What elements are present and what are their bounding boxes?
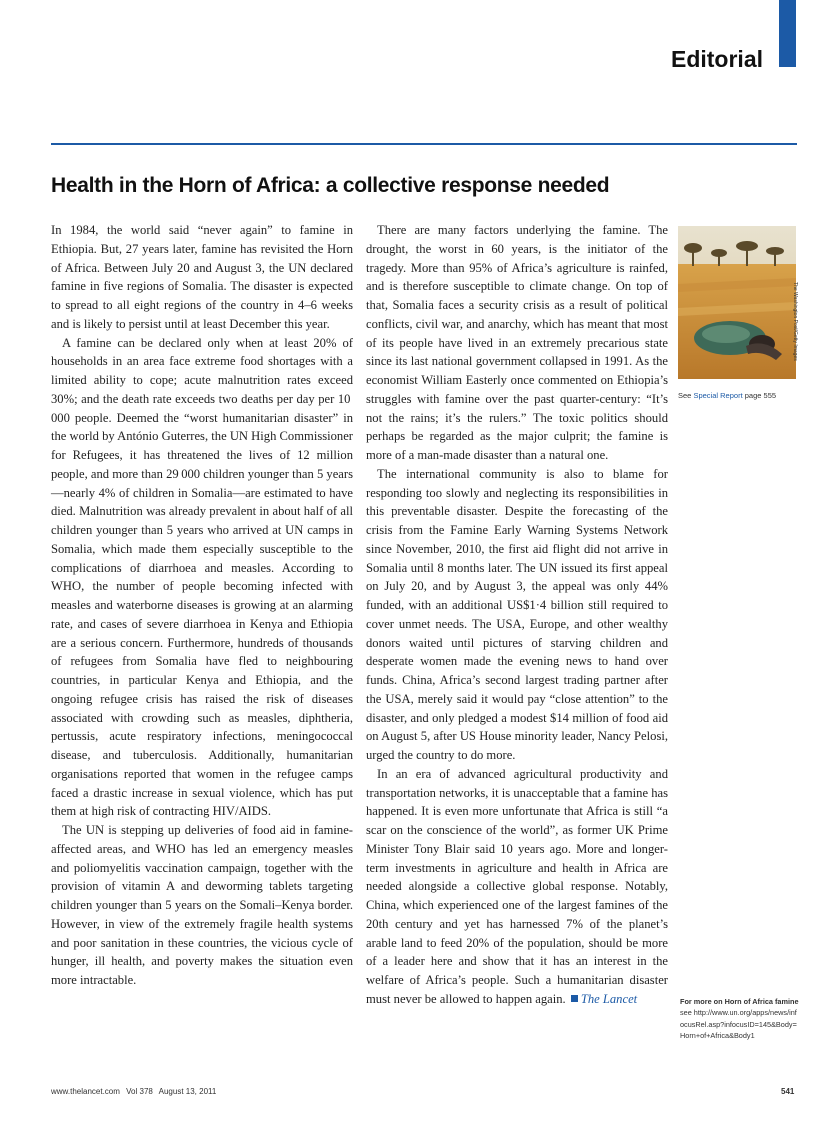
paragraph: The international community is also to blame for responding too slowly and neglecting its responsibilities in this preventable disaster. Despite the forecasting of the crisis from the Famine Early Warning Systems Network since November, 2010, the first aid flight did not arrive in Somalia until 8 months later. The UN issued its first appeal on July 20, and by August 3, the appeal was only 44% funded, with an additional US$1·4 billion still required to cover unmet needs. The USA, Europe, and other wealthy donors waited until pictures of starving children and desperate women made the evening news to hand over funds. China, Africa’s second largest trading partner after the USA, merely said it would pay “close attention” to the disaster, and only pledged a modest $14 million of food aid on August 5, after US House minority leader, Nancy Pelosi, urged the country to do more.	[366, 466, 668, 762]
corner-accent-bar	[779, 0, 796, 67]
right-column	[366, 221, 668, 1009]
more-info-note	[680, 996, 800, 1042]
paragraph: There are many factors underlying the famine. The drought, the worst in 60 years, is the initiator of the tragedy. More than 95% of Africa’s agriculture is rainfed, and is therefore susceptible to climate change. On top of that, Somalia faces a security crisis as a result of political conflicts, civil war, and anarchy, which has meant that most of its people have lived in an extremely precarious state since its last national government collapsed in 1991. As the economist William Easterly once commented on Ethiopia’s struggles with famine over the past quarter-century: “It’s not the rains; it’s the rulers.” The toxic politics should perhaps be regarded as the major culprit; the famine is more of a man-made disaster than a natural one.	[366, 223, 668, 462]
footer-site[interactable]: www.thelancet.com	[51, 1087, 120, 1096]
page-number: 541	[781, 1087, 795, 1096]
famine-photo	[678, 226, 796, 379]
paragraph: A famine can be declared only when at least 20% of households in an area face extreme food shortages with a limited ability to cope; acute malnutrition rates exceed 30%; and the death rate exceeds two deaths per day per 10 000 people. Deemed the “worst humanitarian disaster” in the world by António Guterres, the UN High Commissioner for Refugees, it has threatened the lives of 12 million people, and more than 29 000 children younger than 5 years—nearly 4% of children in Somalia—are estimated to have died. Malnutrition was already prevalent in about half of all children younger than 5 years who arrived at UN camps in Somalia, which made them especially susceptible to the complications of diarrhoea and measles. According to WHO, the number of people becoming infected with measles and waterborne diseases is growing at an alarming rate, and cases of severe diarrhoea in Kenya and Ethiopia are a serious concern. Furthermore, hundreds of thousands of refugees from Somalia have fled to neighbouring countries, in particular Kenya and Ethiopia, and the ongoing refugee crisis has raised the risk of diseases associated with crowding such as measles, diphtheria, pertussis, acute respiratory infections, meningococcal disease, and tuberculosis. Additionally, humanitarian organisations reported that women in the refugee camps faced a drastic increase in sexual violence, which has put them at high risk of contracting HIV/AIDS.	[51, 335, 353, 819]
see-prefix: See	[678, 391, 692, 400]
see-suffix: page 555	[744, 391, 777, 400]
footer-citation	[51, 1087, 216, 1096]
special-report-link[interactable]: Special Report	[693, 391, 743, 400]
section-label: Editorial	[670, 46, 763, 72]
footer-date: August 13, 2011	[158, 1087, 217, 1096]
end-mark-icon	[571, 995, 578, 1002]
paragraph: In 1984, the world said “never again” to famine in Ethiopia. But, 27 years later, famine has revisited the Horn of Africa. Between July 20 and August 3, the UN declared famine in five regions of Somalia. The disaster is expected to spread to all eight regions of the country in 4–6 weeks and is likely to persist until at least December this year.	[51, 223, 353, 331]
paragraph: The UN is stepping up deliveries of food aid in famine-affected areas, and WHO has led an emergency measles and poliomyelitis vaccination campaign, together with the provision of vitamin A and deworming tablets targeting children younger than 5 years on the Somali–Kenya border. However, in view of the extremely fragile health systems and poor sanitation in these countries, the vicious cycle of hunger, ill health, and poverty makes the situation even more intractable.	[51, 823, 353, 987]
signature: The Lancet	[580, 991, 638, 1006]
paragraph	[366, 765, 668, 1009]
more-info-url[interactable]: see http://www.un.org/apps/news/infocusRel.asp?infocusID=145&Body=Horn+of+Africa&Body1	[680, 1008, 797, 1041]
more-info-title: For more on Horn of Africa famine	[680, 997, 799, 1006]
article-title: Health in the Horn of Africa: a collective response needed	[51, 174, 610, 197]
footer-volume: Vol 378	[126, 1087, 153, 1096]
photo-illustration	[678, 226, 796, 379]
photo-credit: The Washington Post/Getty Images	[792, 282, 798, 361]
paragraph-text: In an era of advanced agricultural productivity and transportation networks, it is unacceptable that a famine has happened. It is even more unfortunate that Africa is still “a scar on the conscience of the world”, as former UK Prime Minister Tony Blair said 10 years ago. More and longer-term investments in agriculture and health in Africa are needed alongside a collective global response. Notably, China, which experienced one of the largest famines of the 20th century and yet has harnessed 7% of the planet’s arable land to feed 20% of the population, should be more of a leader here and show that it has an interest in the welfare of Africa’s people. Such a humanitarian disaster must never be allowed to happen again.	[366, 766, 668, 1006]
see-also-note	[678, 391, 776, 400]
left-column	[51, 221, 353, 990]
header-rule	[51, 143, 797, 145]
